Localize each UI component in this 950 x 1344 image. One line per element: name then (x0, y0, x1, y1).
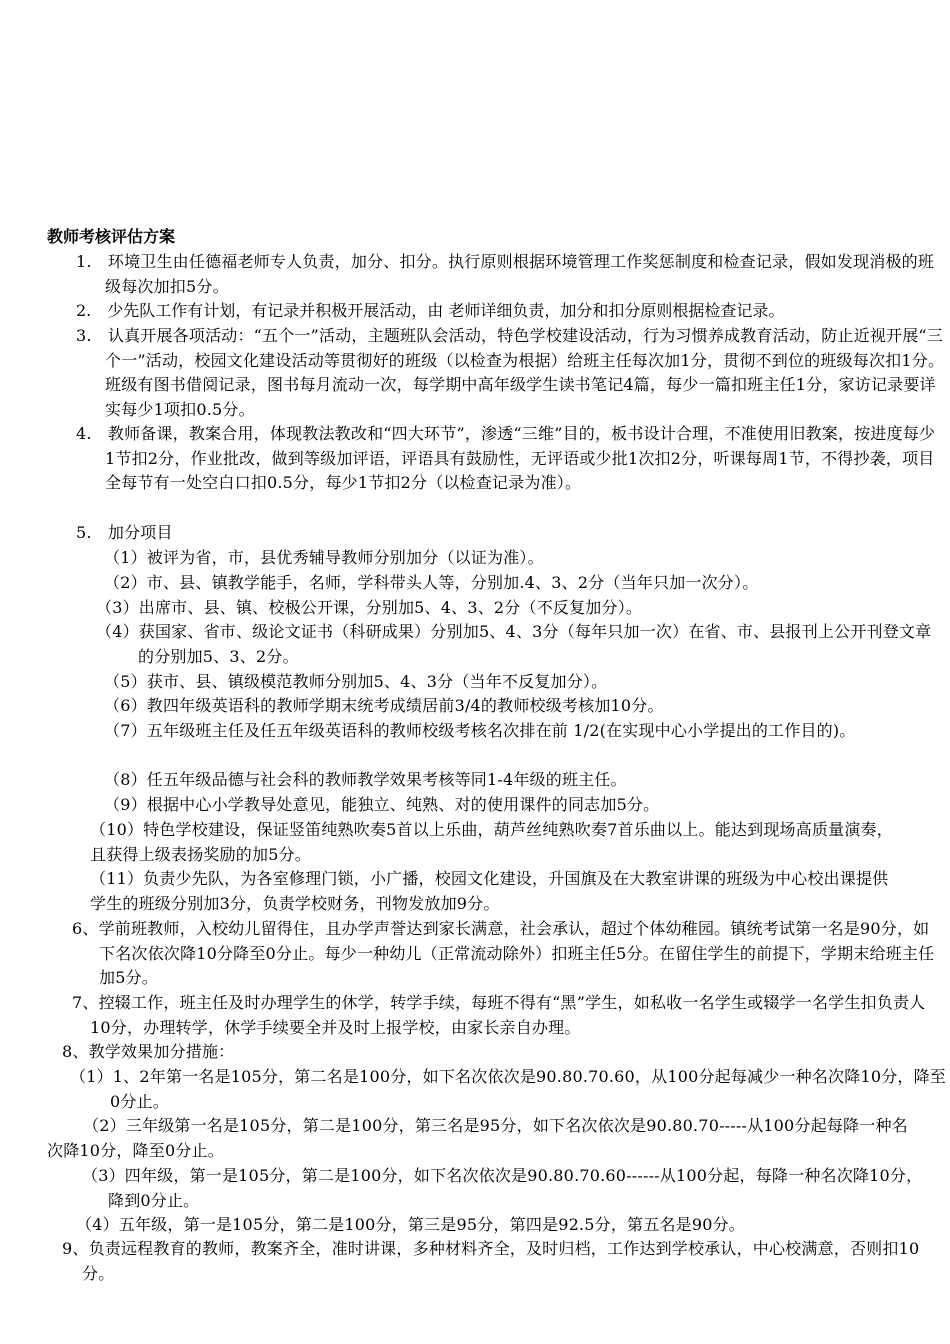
item-5-3: （3）出席市、县、镇、校极公开课，分别加5、4、3、2分（不反复加分）。 (96, 598, 643, 617)
item-8-4: （4）五年级，第一是105分，第二是100分，第三是95分，第四是92.5分，第五名是90分。 (76, 1215, 746, 1234)
item-5-6: （6）教四年级英语科的教师学期末统考成绩居前3/4的教师校级考核加10分。 (104, 696, 664, 715)
item-5-11: （11）负责少先队，为各室修理门锁，小广播，校园文化建设，升国旗及在大教室讲课的班级为中心校出课提供学生的班级分别加3分，负责学校财务，刊物发放加9分。 (90, 869, 889, 913)
item-5-8: （8）任五年级品德与社会科的教师教学效果考核等同1-4年级的班主任。 (104, 770, 627, 789)
paragraph-9: 9、负责远程教育的教师，教案齐全，准时讲课，多种材料齐全，及时归档，工作达到学校承认，中心校满意，否则扣10分。 (62, 1239, 920, 1283)
item-5-4: （4）获国家、省市、级论文证书（科研成果）分别加5、4、3分（每年只加一次）在省、市、县报刊上公开刊登文章的分别加5、3、2分。 (96, 622, 932, 666)
item-8-3: （3）四年级，第一是105分，第二是100分，如下名次依次是90.80.70.60------从100分起，每降一种名次降10分，降到0分止。 (82, 1166, 923, 1210)
item-5-7: （7）五年级班主任及任五年级英语科的教师校级考核名次排在前 1/2(在实现中心小学提出的工作目的)。 (104, 721, 856, 740)
item-5-5: （5）获市、县、镇级模范教师分别加5、4、3分（当年不反复加分）。 (104, 672, 608, 691)
item-8-2: （2）三年级第一名是105分，第二是100分，第三名是95分，如下名次依次是90.80.70-----从100分起每降一种名次降10分，降至0分止。 (47, 1116, 908, 1160)
paragraph-1: 1. 环境卫生由任德福老师专人负责，加分、扣分。执行原则根据环境管理工作奖惩制度和检查记录，假如发现消极的班级每次加扣5分。 (76, 252, 935, 296)
item-5-1: （1）被评为省，市，县优秀辅导教师分别加分（以证为准）。 (104, 548, 544, 567)
paragraph-5: 5. 加分项目 (76, 523, 173, 542)
paragraph-4: 4. 教师备课，教案合用，体现教法教改和“四大环节”，渗透“三维”目的，板书设计合理，不准使用旧教案，按进度每少1节扣2分，作业批改，做到等级加评语，评语具有鼓励性，无评语或少批1次扣2分，听课每周1节，不得抄袭，项目全每节有一处空白口扣0.5分，每少1节扣2分（以检查记录为准）。 (76, 424, 936, 493)
paragraph-3: 3. 认真开展各项活动：“五个一”活动，主题班队会活动，特色学校建设活动，行为习惯养成教育活动，防止近视开展“三个一”活动，校园文化建设活动等贯彻好的班级（以检查为根据）给班主任每次加1分，贯彻不到位的班级每次扣1分。班级有图书借阅记录，图书每月流动一次，每学期中高年级学生读书笔记4篇，每少一篇扣班主任1分，家访记录要详实每少1项扣0.5分。 (76, 326, 945, 419)
paragraph-6: 6、学前班教师，入校幼儿留得住，且办学声誉达到家长满意，社会承认，超过个体幼稚园。镇统考试第一名是90分，如下名次依次降10分降至0分止。每少一种幼儿（正常流动除外）扣班主任5分。在留住学生的前提下，学期末给班主任加5分。 (72, 919, 935, 988)
paragraph-8: 8、教学效果加分措施： (62, 1042, 235, 1061)
document-title: 教师考核评估方案 (47, 227, 176, 246)
item-5-9: （9）根据中心小学教导处意见，能独立、纯熟、对的使用课件的同志加5分。 (104, 795, 660, 814)
paragraph-7: 7、控辍工作，班主任及时办理学生的休学，转学手续，每班不得有“黑”学生，如私收一名学生或辍学一名学生扣负责人10分，办理转学，休学手续要全并及时上报学校，由家长亲自办理。 (72, 993, 926, 1037)
item-5-10: （10）特色学校建设，保证竖笛纯熟吹奏5首以上乐曲，葫芦丝纯熟吹奏7首乐曲以上。能达到现场高质量演奏，且获得上级表扬奖励的加5分。 (90, 820, 893, 864)
item-5-2: （2）市、县、镇教学能手，名师，学科带头人等，分别加.4、3、2分（当年只加一次分）。 (104, 573, 759, 592)
item-8-1: （1）1、2年第一名是105分，第二名是100分，如下名次依次是90.80.70.60，从100分起每减少一种名次降10分，降至0分止。 (70, 1067, 947, 1111)
paragraph-2: 2. 少先队工作有计划，有记录并积极开展活动，由 老师详细负责，加分和扣分原则根据检查记录。 (76, 301, 785, 320)
